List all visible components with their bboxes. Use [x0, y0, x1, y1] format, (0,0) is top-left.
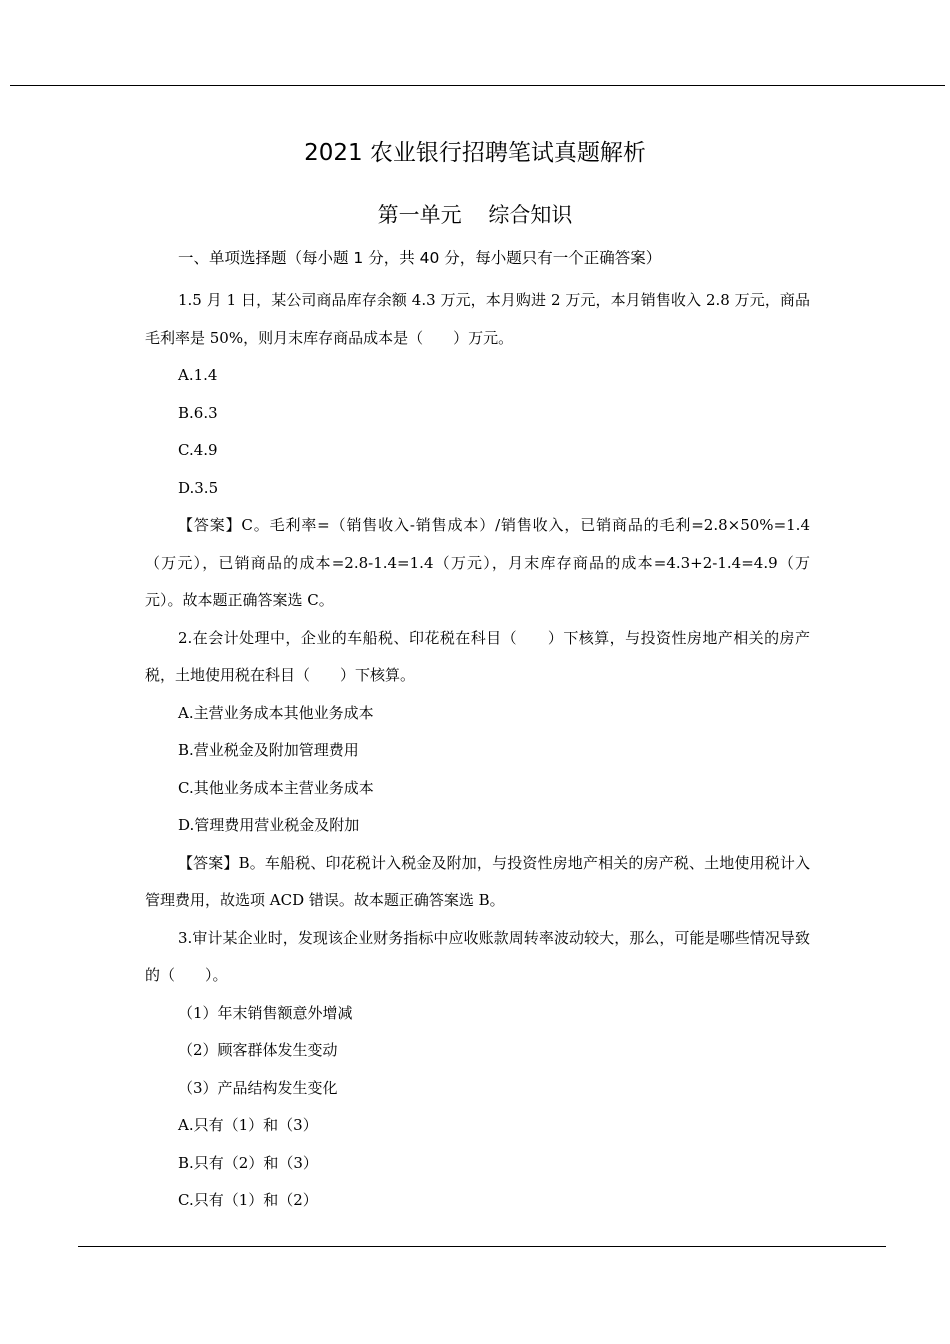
question-3-option-c: C.只有（1）和（2）	[178, 1191, 318, 1209]
question-3-item-1: （1）年末销售额意外增减	[178, 1003, 353, 1022]
question-1-option-d: D.3.5	[178, 478, 219, 497]
question-3-item-3: （3）产品结构发生变化	[178, 1078, 338, 1097]
header-rule	[10, 85, 945, 86]
question-1-option-b: B.6.3	[178, 403, 218, 422]
question-3-item-2: （2）顾客群体发生变动	[178, 1041, 338, 1059]
question-2-option-b: B.营业税金及附加管理费用	[178, 741, 359, 759]
question-2-answer: 【答案】B。车船税、印花税计入税金及附加，与投资性房地产相关的房产税、土地使用税计入管理费用，故选项 ACD 错误。故本题正确答案选 B。	[145, 853, 810, 909]
question-1-answer: 【答案】C。毛利率=（销售收入-销售成本）/销售收入，已销商品的毛利=2.8×50%=1.4（万元），已销商品的成本=2.8-1.4=1.4（万元），月末库存商品的成本=4.3+2-1.4=4.9（万元）。故本题正确答案选 C。	[145, 516, 810, 609]
question-2-option-a: A.主营业务成本其他业务成本	[178, 703, 374, 722]
question-2-option-d: D.管理费用营业税金及附加	[178, 816, 360, 834]
question-2-stem: 2.在会计处理中，企业的车船税、印花税在科目（ ）下核算，与投资性房地产相关的房产税，土地使用税在科目（ ）下核算。	[145, 628, 810, 684]
question-3-stem: 3.审计某企业时，发现该企业财务指标中应收账款周转率波动较大，那么，可能是哪些情况导致的（ ）。	[145, 928, 810, 984]
footer-rule	[78, 1246, 886, 1247]
unit-title: 第一单元 综合知识	[377, 203, 573, 227]
question-1-option-a: A.1.4	[178, 366, 218, 384]
section-heading: 一、单项选择题（每小题 1 分，共 40 分，每小题只有一个正确答案）	[178, 249, 662, 267]
question-3-option-a: A.只有（1）和（3）	[178, 1116, 318, 1134]
question-1-stem: 1.5 月 1 日，某公司商品库存余额 4.3 万元，本月购进 2 万元，本月销售收入 2.8 万元，商品毛利率是 50%，则月末库存商品成本是（ ）万元。	[145, 291, 810, 347]
document-body	[145, 282, 810, 1220]
question-1-option-c: C.4.9	[178, 441, 218, 459]
question-3-option-b: B.只有（2）和（3）	[178, 1153, 318, 1172]
question-2-option-c: C.其他业务成本主营业务成本	[178, 778, 374, 797]
document-title: 2021 农业银行招聘笔试真题解析	[304, 140, 646, 166]
